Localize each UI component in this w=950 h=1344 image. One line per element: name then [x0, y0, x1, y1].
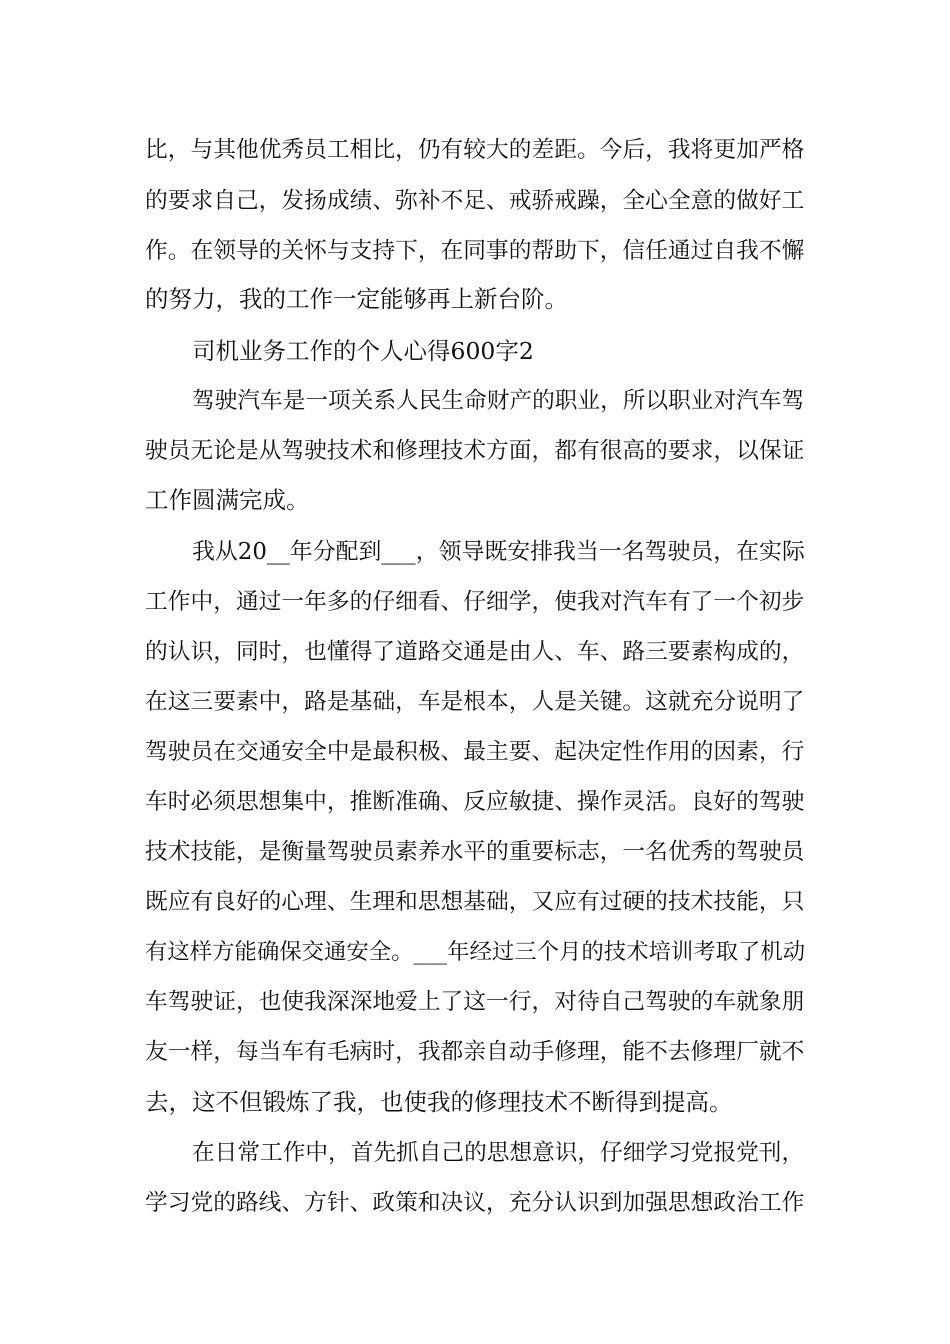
paragraph-2-line-3: 工作圆满完成。 — [145, 486, 310, 514]
paragraph-1-line-3: 作。在领导的关怀与支持下，在同事的帮助下，信任通过自我不懈 — [145, 238, 805, 264]
paragraph-1-line-2: 的要求自己，发扬成绩、弥补不足、戒骄戒躁，全心全意的做好工 — [145, 188, 805, 214]
paragraph-3-line-5: 驾驶员在交通安全中是最积极、最主要、起决定性作用的因素，行 — [145, 739, 805, 765]
paragraph-3-line-12: 去，这不但锻炼了我，也使我的修理技术不断得到提高。 — [145, 1088, 733, 1116]
paragraph-2-line-2: 驶员无论是从驾驶技术和修理技术方面，都有很高的要求，以保证 — [145, 438, 805, 464]
paragraph-3-line-9: 有这样方能确保交通安全。___年经过三个月的技术培训考取了机动 — [145, 939, 806, 965]
paragraph-4-line-1: 在日常工作中，首先抓自己的思想意识，仔细学习党报党刊， — [192, 1140, 805, 1166]
paragraph-3-line-4: 在这三要素中，路是基础，车是根本，人是关键。这就充分说明了 — [145, 689, 805, 715]
paragraph-2-line-1: 驾驶汽车是一项关系人民生命财产的职业，所以职业对汽车驾 — [192, 388, 805, 414]
paragraph-3-line-11: 友一样，每当车有毛病时，我都亲自动手修理，能不去修理厂就不 — [145, 1039, 805, 1065]
paragraph-3-line-1: 我从20__年分配到___，领导既安排我当一名驾驶员，在实际 — [192, 539, 805, 565]
paragraph-1-line-1: 比，与其他优秀员工相比，仍有较大的差距。今后，我将更加严格 — [145, 137, 805, 163]
paragraph-4-line-2: 学习党的路线、方针、政策和决议，充分认识到加强思想政治工作 — [145, 1190, 805, 1216]
paragraph-3-line-8: 既应有良好的心理、生理和思想基础，又应有过硬的技术技能，只 — [145, 889, 805, 915]
paragraph-3-line-10: 车驾驶证，也使我深深地爱上了这一行，对待自己驾驶的车就象朋 — [145, 989, 805, 1015]
section-heading: 司机业务工作的个人心得600字2 — [192, 337, 534, 365]
paragraph-3-line-7: 技术技能，是衡量驾驶员素养水平的重要标志，一名优秀的驾驶员 — [145, 839, 805, 865]
paragraph-3-line-6: 车时必须思想集中，推断准确、反应敏捷、操作灵活。良好的驾驶 — [145, 789, 805, 815]
paragraph-1-line-4: 的努力，我的工作一定能够再上新台阶。 — [145, 285, 568, 313]
paragraph-3-line-2: 工作中，通过一年多的仔细看、仔细学，使我对汽车有了一个初步 — [145, 589, 805, 615]
paragraph-3-line-3: 的认识，同时，也懂得了道路交通是由人、车、路三要素构成的， — [145, 639, 805, 665]
